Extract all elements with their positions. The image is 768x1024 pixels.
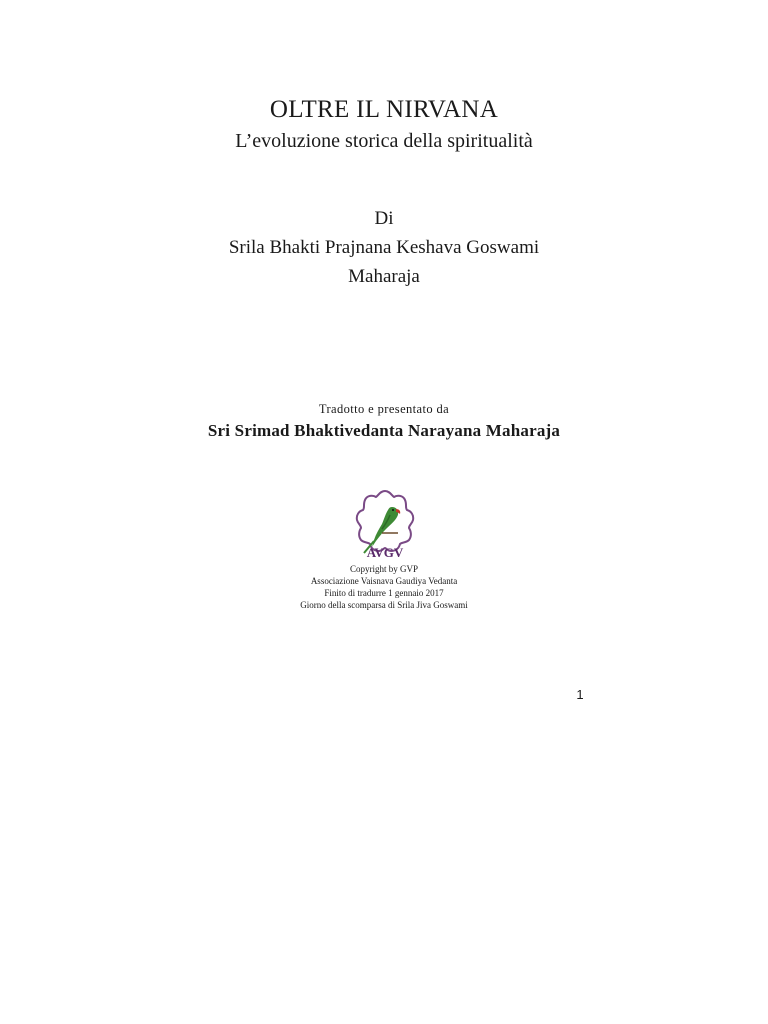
by-label: Di xyxy=(374,208,394,229)
copyright-line-1: Copyright by GVP xyxy=(349,564,418,574)
copyright-line-2: Associazione Vaisnava Gaudiya Vedanta xyxy=(310,576,458,586)
translated-label: Tradotto e presentato da xyxy=(318,402,450,416)
logo-text: AVGV xyxy=(366,545,404,560)
author-line-2: Maharaja xyxy=(348,266,420,287)
copyright-line-3: Finito di tradurre 1 gennaio 2017 xyxy=(324,588,444,598)
page-number: 1 xyxy=(576,687,584,702)
author-line-1: Srila Bhakti Prajnana Keshava Goswami xyxy=(228,237,540,258)
book-title: OLTRE IL NIRVANA xyxy=(269,96,499,123)
book-subtitle: L’evoluzione storica della spiritualità xyxy=(235,130,533,152)
translator-name: Sri Srimad Bhaktivedanta Narayana Maharaja xyxy=(207,421,561,440)
copyright-line-4: Giorno della scomparsa di Srila Jiva Goswami xyxy=(300,600,468,610)
